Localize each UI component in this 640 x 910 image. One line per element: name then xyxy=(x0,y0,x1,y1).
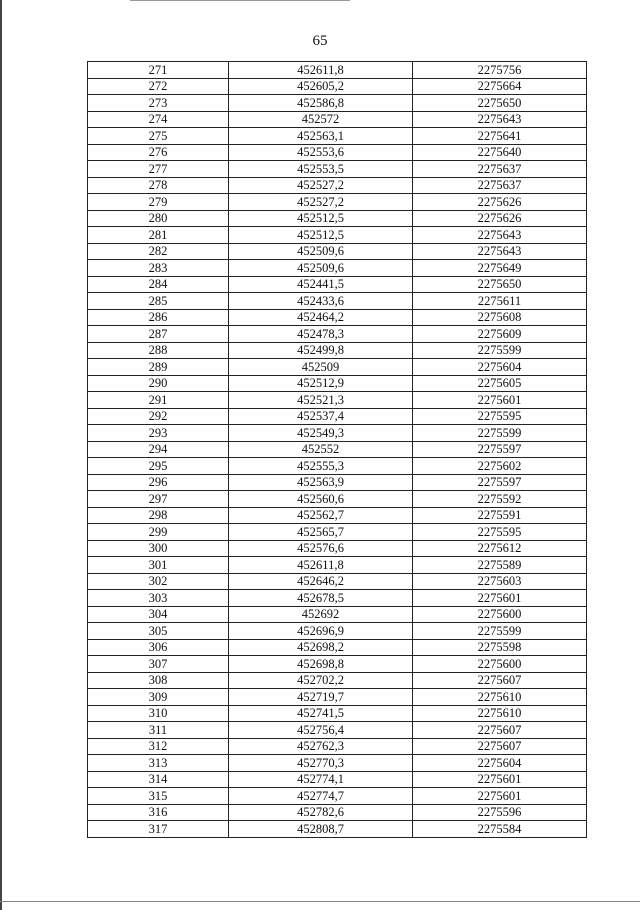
x-coordinate-cell: 452464,2 xyxy=(229,309,413,326)
point-number-cell: 294 xyxy=(88,441,229,458)
y-coordinate-cell: 2275643 xyxy=(413,111,587,128)
table-row xyxy=(88,821,587,838)
x-coordinate-cell: 452611,8 xyxy=(229,557,413,574)
point-number-cell: 271 xyxy=(88,62,229,79)
coordinates-table xyxy=(87,61,587,838)
table-row xyxy=(88,491,587,508)
x-coordinate-cell: 452553,6 xyxy=(229,144,413,161)
y-coordinate-cell: 2275610 xyxy=(413,705,587,722)
point-number-cell: 295 xyxy=(88,458,229,475)
y-coordinate-cell: 2275611 xyxy=(413,293,587,310)
y-coordinate-cell: 2275595 xyxy=(413,408,587,425)
x-coordinate-cell: 452527,2 xyxy=(229,177,413,194)
y-coordinate-cell: 2275626 xyxy=(413,194,587,211)
x-coordinate-cell: 452698,2 xyxy=(229,639,413,656)
x-coordinate-cell: 452678,5 xyxy=(229,590,413,607)
point-number-cell: 303 xyxy=(88,590,229,607)
x-coordinate-cell: 452521,3 xyxy=(229,392,413,409)
y-coordinate-cell: 2275584 xyxy=(413,821,587,838)
y-coordinate-cell: 2275597 xyxy=(413,441,587,458)
y-coordinate-cell: 2275599 xyxy=(413,623,587,640)
point-number-cell: 284 xyxy=(88,276,229,293)
y-coordinate-cell: 2275605 xyxy=(413,375,587,392)
x-coordinate-cell: 452774,1 xyxy=(229,771,413,788)
point-number-cell: 277 xyxy=(88,161,229,178)
point-number-cell: 273 xyxy=(88,95,229,112)
page-number: 65 xyxy=(312,33,328,49)
table-row xyxy=(88,722,587,739)
table-row xyxy=(88,276,587,293)
table-row xyxy=(88,705,587,722)
point-number-cell: 307 xyxy=(88,656,229,673)
table-row xyxy=(88,425,587,442)
point-number-cell: 283 xyxy=(88,260,229,277)
y-coordinate-cell: 2275604 xyxy=(413,755,587,772)
x-coordinate-cell: 452762,3 xyxy=(229,738,413,755)
point-number-cell: 298 xyxy=(88,507,229,524)
x-coordinate-cell: 452499,8 xyxy=(229,342,413,359)
x-coordinate-cell: 452441,5 xyxy=(229,276,413,293)
point-number-cell: 314 xyxy=(88,771,229,788)
point-number-cell: 276 xyxy=(88,144,229,161)
y-coordinate-cell: 2275612 xyxy=(413,540,587,557)
point-number-cell: 299 xyxy=(88,524,229,541)
point-number-cell: 308 xyxy=(88,672,229,689)
y-coordinate-cell: 2275664 xyxy=(413,78,587,95)
table-row xyxy=(88,95,587,112)
x-coordinate-cell: 452774,7 xyxy=(229,788,413,805)
y-coordinate-cell: 2275607 xyxy=(413,738,587,755)
point-number-cell: 289 xyxy=(88,359,229,376)
x-coordinate-cell: 452552 xyxy=(229,441,413,458)
point-number-cell: 292 xyxy=(88,408,229,425)
point-number-cell: 278 xyxy=(88,177,229,194)
x-coordinate-cell: 452512,5 xyxy=(229,210,413,227)
point-number-cell: 301 xyxy=(88,557,229,574)
table-row xyxy=(88,672,587,689)
table-row xyxy=(88,788,587,805)
table-row xyxy=(88,755,587,772)
y-coordinate-cell: 2275626 xyxy=(413,210,587,227)
table-row xyxy=(88,375,587,392)
table-row xyxy=(88,771,587,788)
table-row xyxy=(88,260,587,277)
table-row xyxy=(88,309,587,326)
point-number-cell: 281 xyxy=(88,227,229,244)
x-coordinate-cell: 452537,4 xyxy=(229,408,413,425)
y-coordinate-cell: 2275601 xyxy=(413,771,587,788)
table-row xyxy=(88,458,587,475)
point-number-cell: 305 xyxy=(88,623,229,640)
point-number-cell: 300 xyxy=(88,540,229,557)
point-number-cell: 285 xyxy=(88,293,229,310)
y-coordinate-cell: 2275599 xyxy=(413,342,587,359)
table-row xyxy=(88,144,587,161)
x-coordinate-cell: 452646,2 xyxy=(229,573,413,590)
x-coordinate-cell: 452549,3 xyxy=(229,425,413,442)
table-row xyxy=(88,161,587,178)
y-coordinate-cell: 2275756 xyxy=(413,62,587,79)
x-coordinate-cell: 452555,3 xyxy=(229,458,413,475)
point-number-cell: 282 xyxy=(88,243,229,260)
x-coordinate-cell: 452719,7 xyxy=(229,689,413,706)
point-number-cell: 306 xyxy=(88,639,229,656)
point-number-cell: 304 xyxy=(88,606,229,623)
y-coordinate-cell: 2275650 xyxy=(413,276,587,293)
table-row xyxy=(88,524,587,541)
y-coordinate-cell: 2275609 xyxy=(413,326,587,343)
scan-top-mark xyxy=(130,0,350,1)
x-coordinate-cell: 452512,5 xyxy=(229,227,413,244)
point-number-cell: 312 xyxy=(88,738,229,755)
y-coordinate-cell: 2275607 xyxy=(413,672,587,689)
point-number-cell: 310 xyxy=(88,705,229,722)
x-coordinate-cell: 452696,9 xyxy=(229,623,413,640)
x-coordinate-cell: 452611,8 xyxy=(229,62,413,79)
table-row xyxy=(88,342,587,359)
y-coordinate-cell: 2275597 xyxy=(413,474,587,491)
point-number-cell: 317 xyxy=(88,821,229,838)
y-coordinate-cell: 2275603 xyxy=(413,573,587,590)
y-coordinate-cell: 2275649 xyxy=(413,260,587,277)
y-coordinate-cell: 2275601 xyxy=(413,788,587,805)
table-row xyxy=(88,738,587,755)
x-coordinate-cell: 452698,8 xyxy=(229,656,413,673)
y-coordinate-cell: 2275604 xyxy=(413,359,587,376)
y-coordinate-cell: 2275599 xyxy=(413,425,587,442)
point-number-cell: 274 xyxy=(88,111,229,128)
y-coordinate-cell: 2275601 xyxy=(413,590,587,607)
table-row xyxy=(88,689,587,706)
x-coordinate-cell: 452433,6 xyxy=(229,293,413,310)
table-row xyxy=(88,606,587,623)
table-row xyxy=(88,78,587,95)
table-row xyxy=(88,392,587,409)
coordinates-table-body xyxy=(88,62,587,838)
y-coordinate-cell: 2275596 xyxy=(413,804,587,821)
point-number-cell: 302 xyxy=(88,573,229,590)
x-coordinate-cell: 452808,7 xyxy=(229,821,413,838)
table-row xyxy=(88,573,587,590)
y-coordinate-cell: 2275595 xyxy=(413,524,587,541)
y-coordinate-cell: 2275610 xyxy=(413,689,587,706)
table-row xyxy=(88,293,587,310)
point-number-cell: 313 xyxy=(88,755,229,772)
table-row xyxy=(88,227,587,244)
table-row xyxy=(88,210,587,227)
x-coordinate-cell: 452478,3 xyxy=(229,326,413,343)
point-number-cell: 297 xyxy=(88,491,229,508)
table-row xyxy=(88,441,587,458)
table-row xyxy=(88,639,587,656)
table-row xyxy=(88,408,587,425)
table-row xyxy=(88,474,587,491)
point-number-cell: 272 xyxy=(88,78,229,95)
table-row xyxy=(88,804,587,821)
table-row xyxy=(88,194,587,211)
table-row xyxy=(88,62,587,79)
point-number-cell: 293 xyxy=(88,425,229,442)
table-row xyxy=(88,326,587,343)
y-coordinate-cell: 2275643 xyxy=(413,243,587,260)
y-coordinate-cell: 2275643 xyxy=(413,227,587,244)
x-coordinate-cell: 452741,5 xyxy=(229,705,413,722)
x-coordinate-cell: 452553,5 xyxy=(229,161,413,178)
table-row xyxy=(88,111,587,128)
y-coordinate-cell: 2275637 xyxy=(413,177,587,194)
table-row xyxy=(88,243,587,260)
point-number-cell: 315 xyxy=(88,788,229,805)
y-coordinate-cell: 2275600 xyxy=(413,606,587,623)
point-number-cell: 290 xyxy=(88,375,229,392)
x-coordinate-cell: 452782,6 xyxy=(229,804,413,821)
x-coordinate-cell: 452527,2 xyxy=(229,194,413,211)
point-number-cell: 286 xyxy=(88,309,229,326)
y-coordinate-cell: 2275589 xyxy=(413,557,587,574)
y-coordinate-cell: 2275591 xyxy=(413,507,587,524)
y-coordinate-cell: 2275650 xyxy=(413,95,587,112)
x-coordinate-cell: 452692 xyxy=(229,606,413,623)
y-coordinate-cell: 2275598 xyxy=(413,639,587,656)
y-coordinate-cell: 2275641 xyxy=(413,128,587,145)
point-number-cell: 311 xyxy=(88,722,229,739)
table-row xyxy=(88,507,587,524)
y-coordinate-cell: 2275640 xyxy=(413,144,587,161)
table-row xyxy=(88,623,587,640)
point-number-cell: 316 xyxy=(88,804,229,821)
y-coordinate-cell: 2275600 xyxy=(413,656,587,673)
y-coordinate-cell: 2275592 xyxy=(413,491,587,508)
point-number-cell: 280 xyxy=(88,210,229,227)
point-number-cell: 275 xyxy=(88,128,229,145)
x-coordinate-cell: 452756,4 xyxy=(229,722,413,739)
x-coordinate-cell: 452586,8 xyxy=(229,95,413,112)
table-row xyxy=(88,128,587,145)
point-number-cell: 309 xyxy=(88,689,229,706)
table-row xyxy=(88,656,587,673)
y-coordinate-cell: 2275608 xyxy=(413,309,587,326)
x-coordinate-cell: 452702,2 xyxy=(229,672,413,689)
x-coordinate-cell: 452576,6 xyxy=(229,540,413,557)
point-number-cell: 287 xyxy=(88,326,229,343)
x-coordinate-cell: 452509 xyxy=(229,359,413,376)
x-coordinate-cell: 452560,6 xyxy=(229,491,413,508)
x-coordinate-cell: 452563,1 xyxy=(229,128,413,145)
table-row xyxy=(88,540,587,557)
x-coordinate-cell: 452512,9 xyxy=(229,375,413,392)
table-row xyxy=(88,359,587,376)
x-coordinate-cell: 452562,7 xyxy=(229,507,413,524)
y-coordinate-cell: 2275602 xyxy=(413,458,587,475)
x-coordinate-cell: 452509,6 xyxy=(229,243,413,260)
y-coordinate-cell: 2275607 xyxy=(413,722,587,739)
table-row xyxy=(88,557,587,574)
table-row xyxy=(88,177,587,194)
x-coordinate-cell: 452509,6 xyxy=(229,260,413,277)
y-coordinate-cell: 2275601 xyxy=(413,392,587,409)
y-coordinate-cell: 2275637 xyxy=(413,161,587,178)
x-coordinate-cell: 452563,9 xyxy=(229,474,413,491)
point-number-cell: 291 xyxy=(88,392,229,409)
scan-bottom-mark xyxy=(0,901,640,902)
point-number-cell: 279 xyxy=(88,194,229,211)
page-left-edge xyxy=(0,0,2,910)
table-row xyxy=(88,590,587,607)
point-number-cell: 288 xyxy=(88,342,229,359)
x-coordinate-cell: 452572 xyxy=(229,111,413,128)
point-number-cell: 296 xyxy=(88,474,229,491)
x-coordinate-cell: 452605,2 xyxy=(229,78,413,95)
x-coordinate-cell: 452565,7 xyxy=(229,524,413,541)
x-coordinate-cell: 452770,3 xyxy=(229,755,413,772)
